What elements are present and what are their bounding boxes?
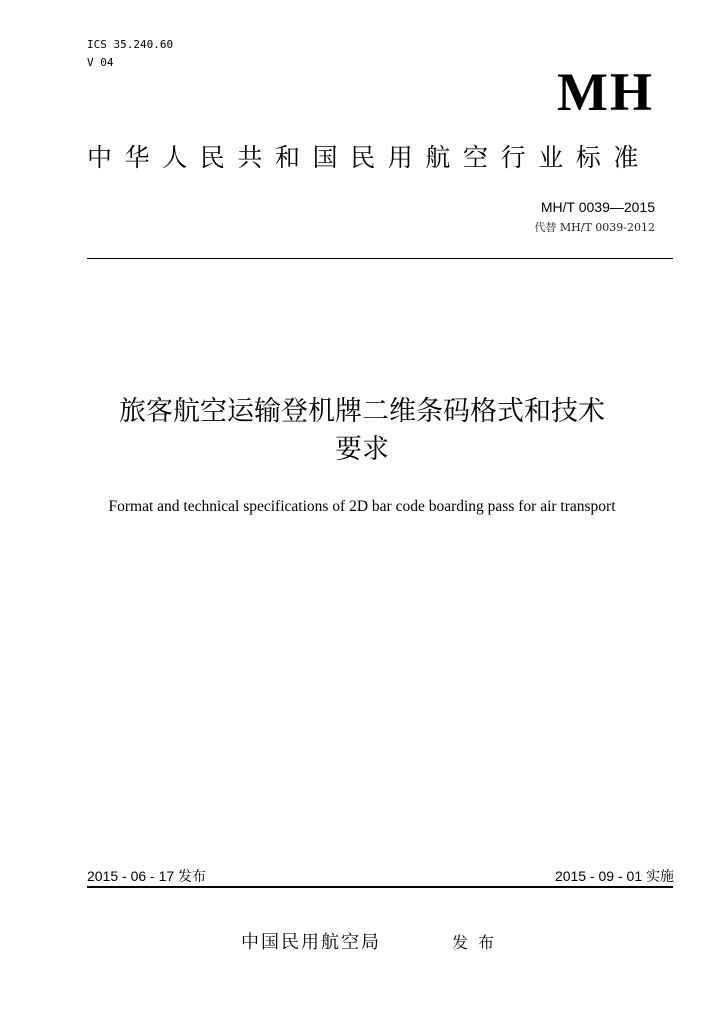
- title-cn-line-2: 要求: [335, 434, 389, 465]
- replaces-note: 代替 MH/T 0039-2012: [534, 221, 655, 234]
- issuing-authority: 中国民用航空局: [241, 932, 381, 953]
- title-cn-line-1: 旅客航空运输登机牌二维条码格式和技术: [119, 396, 605, 427]
- ics-code: ICS 35.240.60: [87, 38, 174, 51]
- footer-divider: [87, 886, 673, 888]
- ccs-code: V 04: [87, 56, 114, 69]
- issue-label: 发布: [452, 933, 505, 952]
- header-divider: [87, 258, 673, 259]
- document-title-cn: [60, 393, 664, 469]
- implementation-date: 2015 - 09 - 01 实施: [554, 868, 674, 884]
- standard-number: MH/T 0039—2015: [540, 199, 655, 215]
- issue-date: 2015 - 06 - 17 发布: [87, 868, 207, 884]
- industry-standard-title: 中华人民共和国民用航空行业标准: [87, 143, 652, 172]
- mh-logo: MH: [557, 62, 654, 122]
- document-title-en: Format and technical specifications of 2D bar code boarding pass for air transport: [108, 498, 616, 515]
